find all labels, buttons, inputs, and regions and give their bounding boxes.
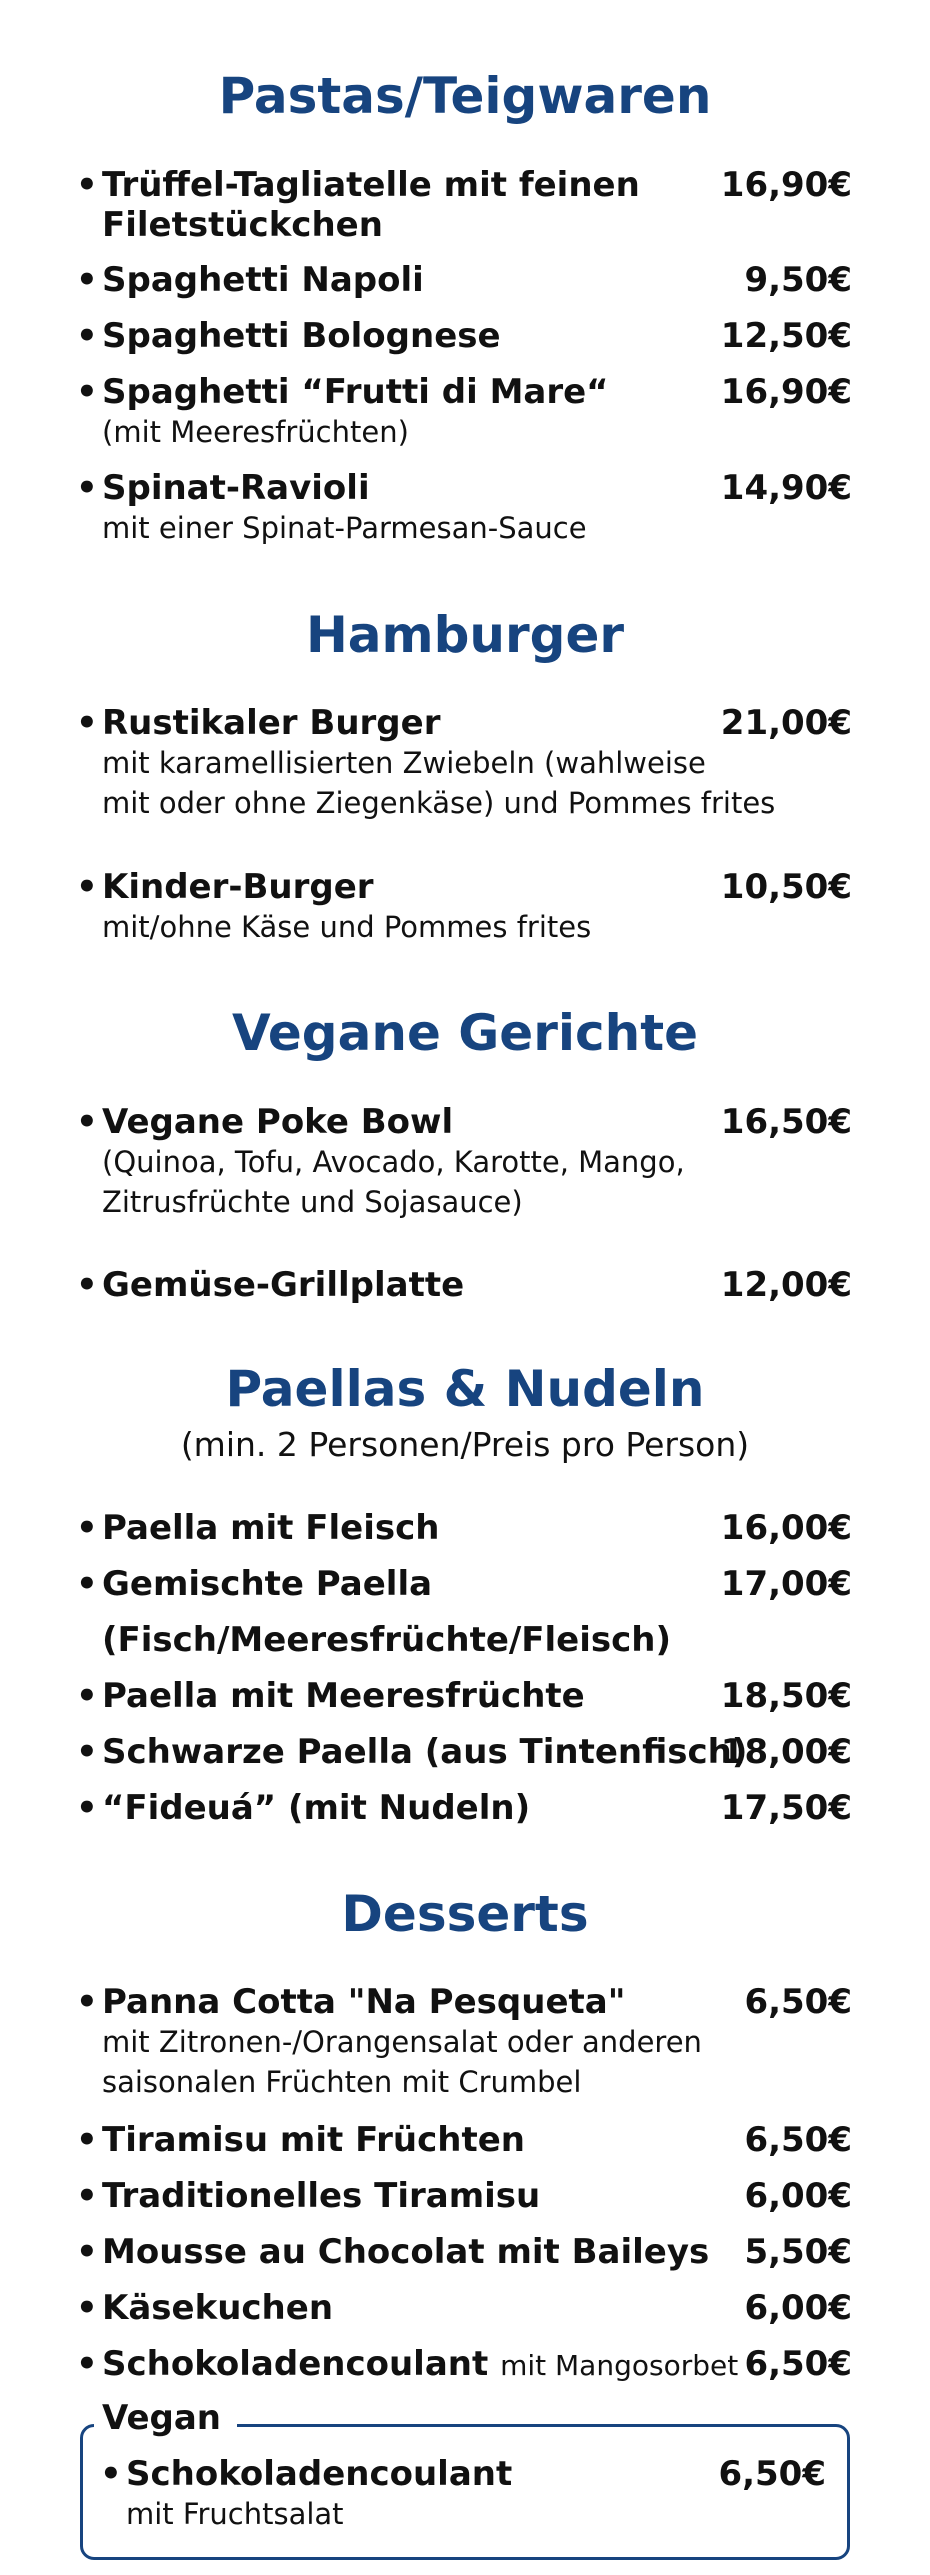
bullet: •: [76, 468, 98, 508]
item-name: Rustikaler Burger: [102, 703, 441, 743]
bullet: •: [76, 867, 98, 907]
item-name: Mousse au Chocolat mit Baileys: [102, 2232, 710, 2272]
bullet: •: [76, 1265, 98, 1305]
section-subtitle-paellas: (min. 2 Personen/Preis pro Person): [180, 1425, 750, 1464]
bullet: •: [76, 2344, 98, 2384]
section-title-desserts: Desserts: [341, 1885, 589, 1943]
item-description: mit/ohne Käse und Pommes frites: [102, 910, 592, 944]
item-price: 16,90€: [720, 372, 852, 412]
menu-item: [76, 1788, 852, 1828]
item-name: Spaghetti “Frutti di Mare“: [102, 372, 609, 412]
item-price: 14,90€: [720, 468, 852, 508]
item-price: 6,00€: [744, 2288, 852, 2328]
item-price: 6,00€: [744, 2176, 852, 2216]
item-price: 17,00€: [720, 1564, 852, 1604]
item-name-text: Schokoladencoulant: [102, 2344, 489, 2384]
bullet: •: [100, 2454, 122, 2494]
item-description: mit oder ohne Ziegenkäse) und Pommes frites: [102, 786, 776, 820]
menu-item: [76, 1676, 852, 1716]
item-description: saisonalen Früchten mit Crumbel: [102, 2065, 582, 2099]
bullet: •: [76, 1788, 98, 1828]
item-price: 16,00€: [720, 1508, 852, 1548]
bullet: •: [76, 1564, 98, 1604]
item-name: Paella mit Meeresfrüchte: [102, 1676, 585, 1716]
menu-item: [76, 468, 852, 548]
menu-item: [76, 1265, 852, 1305]
item-name: Vegane Poke Bowl: [102, 1102, 454, 1142]
item-price: 21,00€: [720, 703, 852, 743]
section-title-paellas: Paellas & Nudeln: [225, 1360, 705, 1418]
item-name: “Fideuá” (mit Nudeln): [102, 1788, 531, 1828]
item-name: Tiramisu mit Früchten: [102, 2120, 525, 2160]
bullet: •: [76, 703, 98, 743]
item-price: 6,50€: [718, 2454, 826, 2494]
item-price: 12,00€: [720, 1265, 852, 1305]
menu-item: [76, 165, 852, 245]
menu-item: [76, 1102, 852, 1222]
bullet: •: [76, 1676, 98, 1716]
menu-item: [76, 316, 852, 356]
item-name: Schokoladencoulant: [126, 2454, 513, 2494]
bullet: •: [76, 2176, 98, 2216]
item-price: 16,90€: [720, 165, 852, 205]
bullet: •: [76, 2288, 98, 2328]
bullet: •: [76, 2232, 98, 2272]
item-price: 10,50€: [720, 867, 852, 907]
item-price: 6,50€: [744, 2344, 852, 2384]
menu-item: [76, 703, 852, 823]
item-price: 18,00€: [720, 1732, 852, 1772]
bullet: •: [76, 165, 98, 205]
item-name: Trüffel-Tagliatelle mit feinen: [102, 165, 640, 205]
item-name: Panna Cotta "Na Pesqueta": [102, 1982, 626, 2022]
menu-item: [76, 1564, 852, 1660]
bullet: •: [76, 1982, 98, 2022]
item-inline-note: mit Mangosorbet: [500, 2349, 739, 2382]
item-description: mit karamellisierten Zwiebeln (wahlweise: [102, 746, 706, 780]
section-title-pastas: Pastas/Teigwaren: [218, 67, 712, 125]
item-description: mit einer Spinat-Parmesan-Sauce: [102, 511, 587, 545]
bullet: •: [76, 260, 98, 300]
item-description: (Quinoa, Tofu, Avocado, Karotte, Mango,: [102, 1145, 685, 1179]
bullet: •: [76, 1508, 98, 1548]
item-name: Kinder-Burger: [102, 867, 374, 907]
section-title-vegan: Vegane Gerichte: [231, 1004, 699, 1062]
item-name: Spaghetti Bolognese: [102, 316, 501, 356]
menu-item: [76, 867, 852, 947]
menu-item: [76, 1732, 852, 1772]
bullet: •: [76, 316, 98, 356]
menu-item: [76, 1982, 852, 2102]
item-name: Gemüse-Grillplatte: [102, 1265, 465, 1305]
menu-item: [100, 2454, 826, 2534]
item-price: 16,50€: [720, 1102, 852, 1142]
item-description: mit Zitronen-/Orangensalat oder anderen: [102, 2025, 702, 2059]
item-name: [102, 2344, 738, 2386]
menu-item: [76, 2232, 852, 2272]
item-price: 17,50€: [720, 1788, 852, 1828]
item-name: Gemischte Paella: [102, 1564, 433, 1604]
menu-item: [76, 2288, 852, 2328]
section-title-hamburger: Hamburger: [305, 606, 625, 664]
item-name-continued: (Fisch/Meeresfrüchte/Fleisch): [102, 1620, 672, 1660]
item-name: Schwarze Paella (aus Tintenfisch): [102, 1732, 748, 1772]
item-name: Spinat-Ravioli: [102, 468, 370, 508]
item-price: 12,50€: [720, 316, 852, 356]
item-name: Spaghetti Napoli: [102, 260, 424, 300]
bullet: •: [76, 1732, 98, 1772]
menu-item: [76, 2176, 852, 2216]
item-name-continued: Filetstückchen: [102, 205, 383, 245]
item-name: Paella mit Fleisch: [102, 1508, 440, 1548]
bullet: •: [76, 2120, 98, 2160]
bullet: •: [76, 372, 98, 412]
menu-item: [76, 1508, 852, 1548]
item-name: Traditionelles Tiramisu: [102, 2176, 541, 2216]
bullet: •: [76, 1102, 98, 1142]
vegan-box-label: Vegan: [94, 2398, 237, 2438]
item-name: Käsekuchen: [102, 2288, 334, 2328]
menu-item: [76, 372, 852, 452]
item-price: 5,50€: [744, 2232, 852, 2272]
item-description: mit Fruchtsalat: [126, 2497, 344, 2531]
menu-item: [76, 260, 852, 300]
item-price: 18,50€: [720, 1676, 852, 1716]
menu-item: [76, 2344, 852, 2384]
item-price: 6,50€: [744, 2120, 852, 2160]
item-price: 6,50€: [744, 1982, 852, 2022]
item-description: (mit Meeresfrüchten): [102, 415, 409, 449]
menu-item: [76, 2120, 852, 2160]
item-description: Zitrusfrüchte und Sojasauce): [102, 1185, 523, 1219]
item-price: 9,50€: [744, 260, 852, 300]
